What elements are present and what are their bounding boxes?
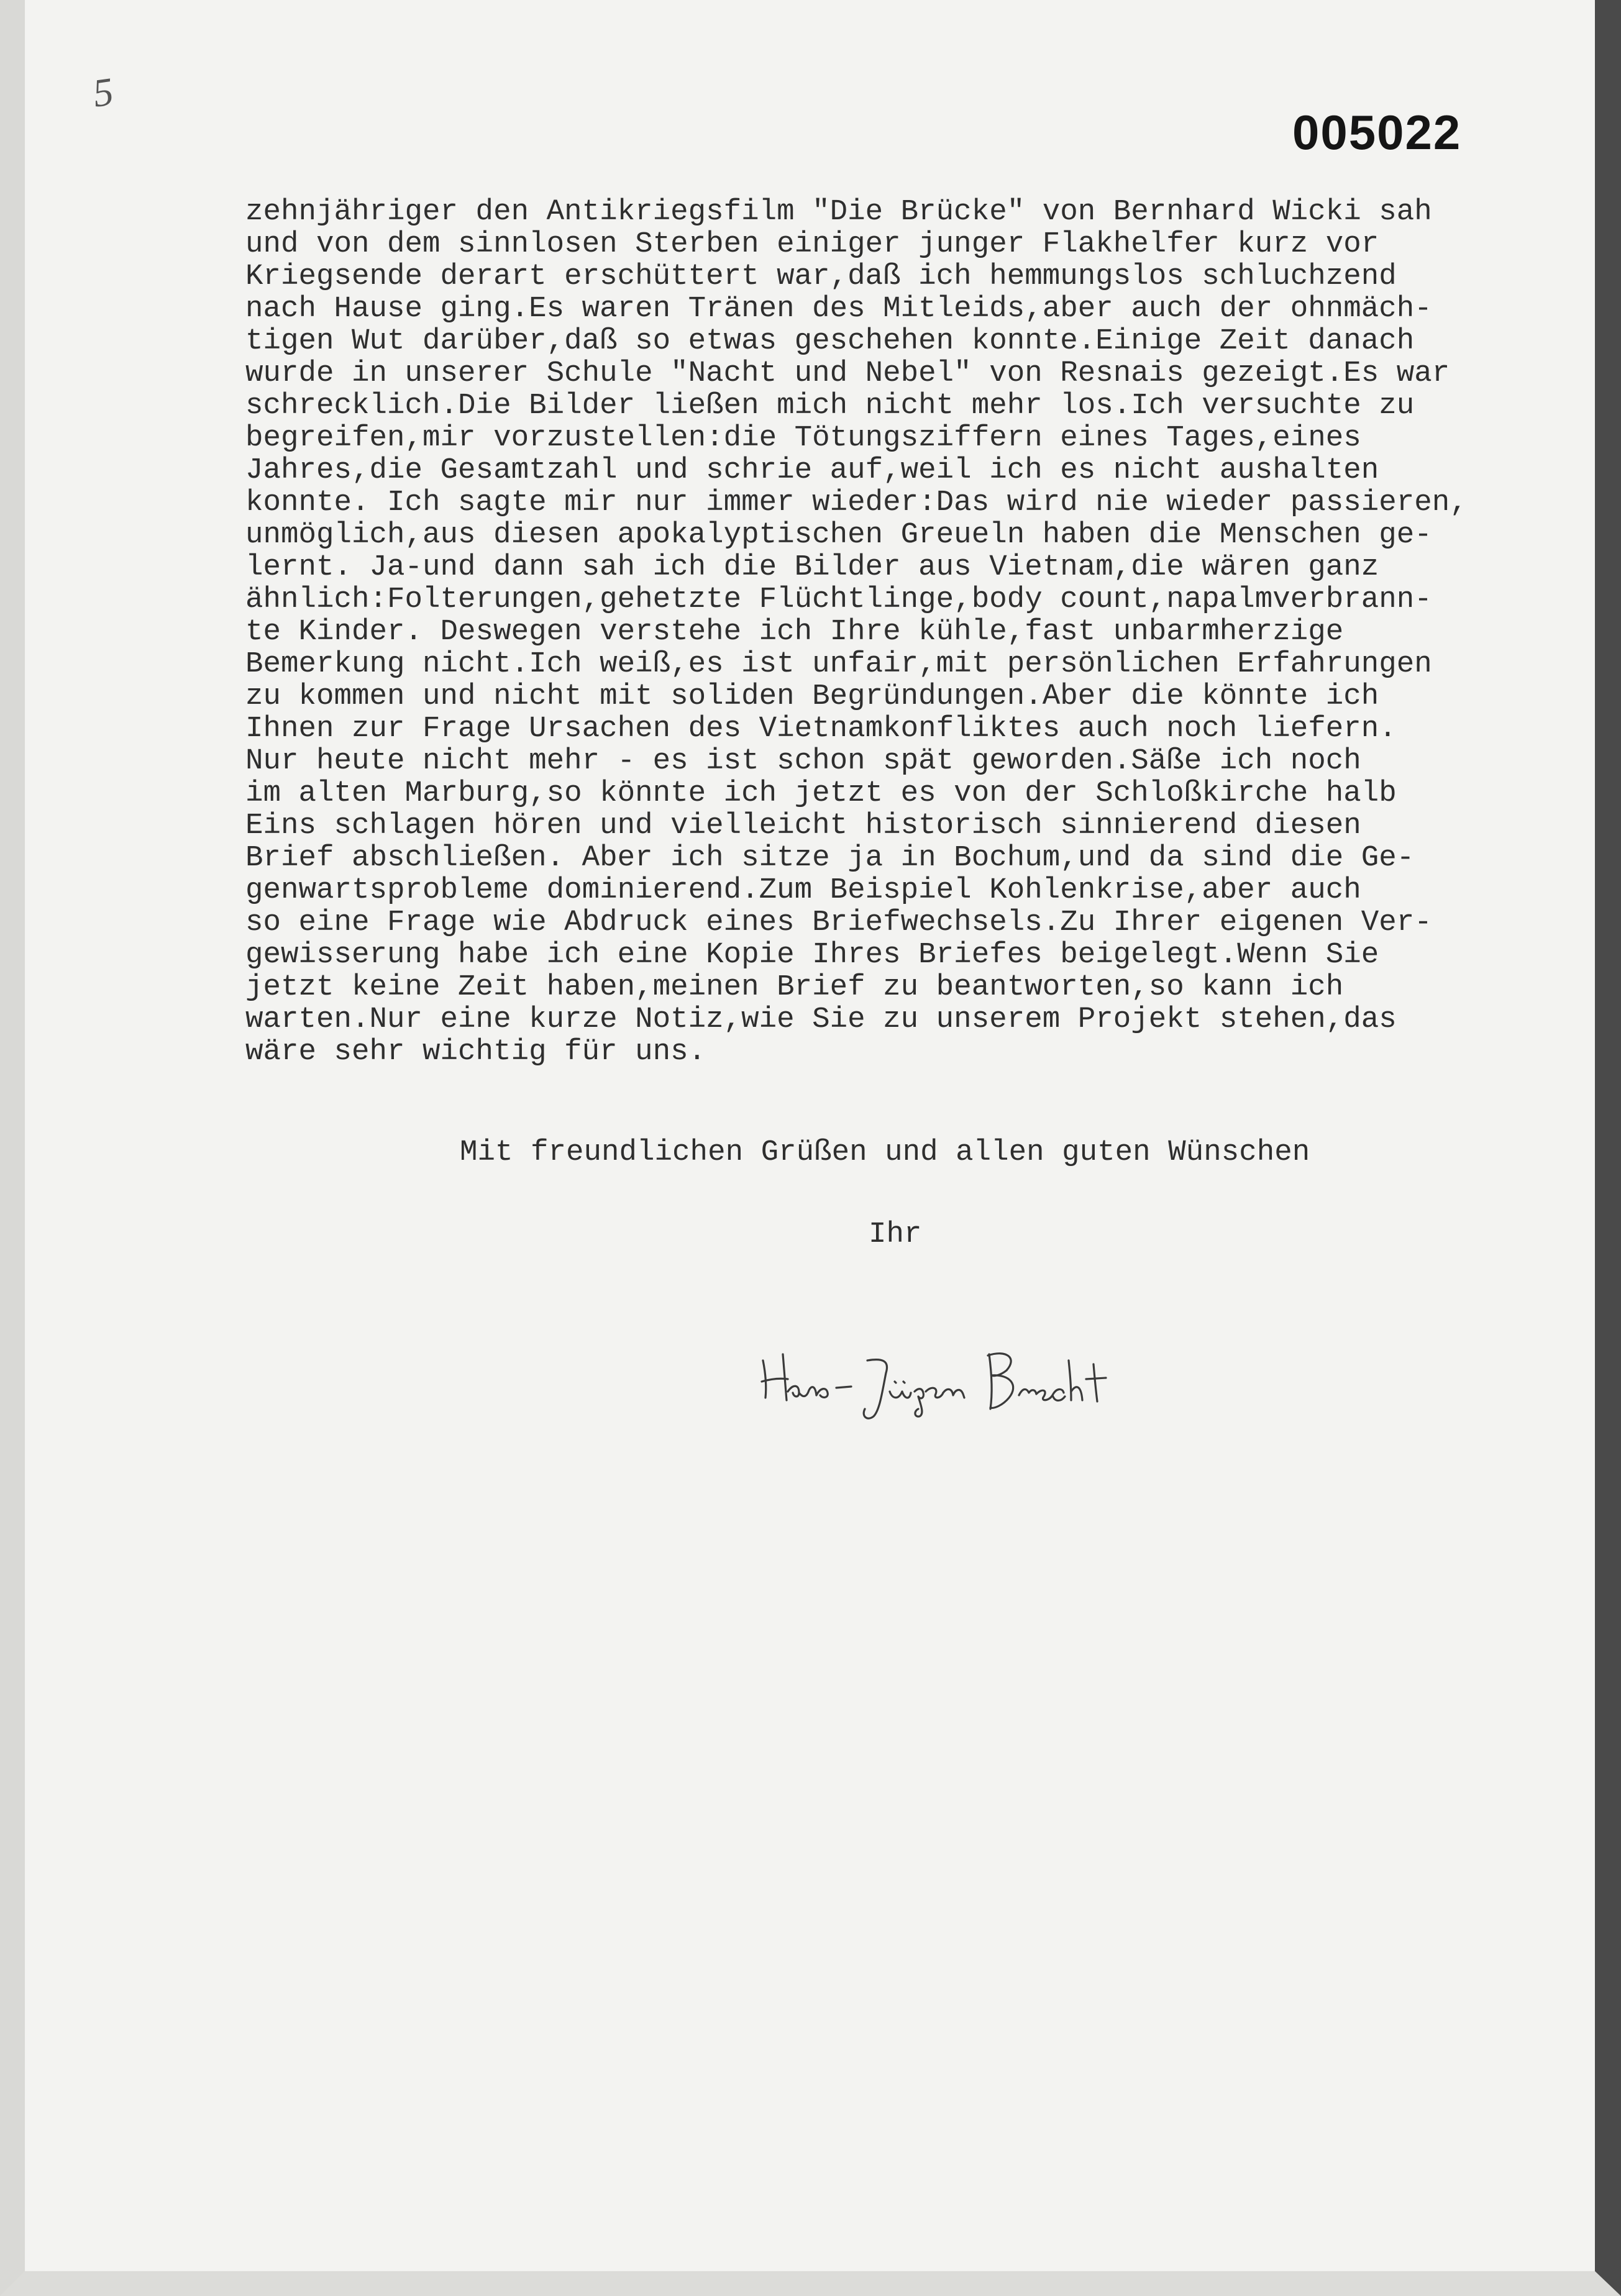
body-line: zehnjähriger den Antikriegsfilm "Die Brücke" von Bernhard Wicki sah <box>245 195 1432 229</box>
body-line: nach Hause ging.Es waren Tränen des Mitleids,aber auch der ohnmäch- <box>245 292 1432 326</box>
body-line: schrecklich.Die Bilder ließen mich nicht mehr los.Ich versuchte zu <box>245 389 1415 422</box>
body-line: Kriegsende derart erschüttert war,daß ich hemmungslos schluchzend <box>245 260 1397 293</box>
body-line: tigen Wut darüber,daß so etwas geschehen konnte.Einige Zeit danach <box>245 324 1415 358</box>
closing-greeting: Mit freundlichen Grüßen und allen guten Wünschen <box>460 1136 1310 1169</box>
body-line: warten.Nur eine kurze Notiz,wie Sie zu unserem Projekt stehen,das <box>245 1003 1397 1036</box>
body-line: Brief abschließen. Aber ich sitze ja in Bochum,und da sind die Ge- <box>245 841 1415 875</box>
body-line: wurde in unserer Schule "Nacht und Nebel" von Resnais gezeigt.Es war <box>245 357 1450 390</box>
document-id-stamp: 005022 <box>1292 105 1462 160</box>
body-line: und von dem sinnlosen Sterben einiger junger Flakhelfer kurz vor <box>245 227 1379 261</box>
body-line: Eins schlagen hören und vielleicht historisch sinnierend diesen <box>245 809 1361 842</box>
body-line: unmöglich,aus diesen apokalyptischen Greueln haben die Menschen ge- <box>245 518 1432 552</box>
body-line: Jahres,die Gesamtzahl und schrie auf,weil ich es nicht aushalten <box>245 453 1379 487</box>
closing-ihr: Ihr <box>869 1218 922 1251</box>
body-line: Ihnen zur Frage Ursachen des Vietnamkonfliktes auch noch liefern. <box>245 712 1397 745</box>
body-line: gewisserung habe ich eine Kopie Ihres Briefes beigelegt.Wenn Sie <box>245 938 1379 972</box>
body-line: konnte. Ich sagte mir nur immer wieder:Das wird nie wieder passieren, <box>245 486 1468 519</box>
body-line: zu kommen und nicht mit soliden Begründungen.Aber die könnte ich <box>245 680 1379 713</box>
letter-body <box>245 196 1581 1068</box>
body-line: ähnlich:Folterungen,gehetzte Flüchtlinge,body count,napalmverbrann- <box>245 583 1432 616</box>
body-line: Nur heute nicht mehr - es ist schon spät geworden.Säße ich noch <box>245 744 1361 778</box>
body-line: genwartsprobleme dominierend.Zum Beispiel Kohlenkrise,aber auch <box>245 873 1361 907</box>
body-line: wäre sehr wichtig für uns. <box>245 1035 706 1068</box>
page-number: 5 <box>90 69 116 116</box>
body-line: so eine Frage wie Abdruck eines Briefwechsels.Zu Ihrer eigenen Ver- <box>245 906 1432 939</box>
body-line: jetzt keine Zeit haben,meinen Brief zu beantworten,so kann ich <box>245 970 1344 1004</box>
body-line: im alten Marburg,so könnte ich jetzt es von der Schloßkirche halb <box>245 777 1397 810</box>
body-line: te Kinder. Deswegen verstehe ich Ihre kühle,fast unbarmherzige <box>245 615 1344 649</box>
body-line: Bemerkung nicht.Ich weiß,es ist unfair,mit persönlichen Erfahrungen <box>245 647 1432 681</box>
body-line: lernt. Ja-und dann sah ich die Bilder aus Vietnam,die wären ganz <box>245 550 1379 584</box>
body-line: begreifen,mir vorzustellen:die Tötungsziffern eines Tages,eines <box>245 421 1361 455</box>
handwritten-signature <box>758 1336 1193 1423</box>
